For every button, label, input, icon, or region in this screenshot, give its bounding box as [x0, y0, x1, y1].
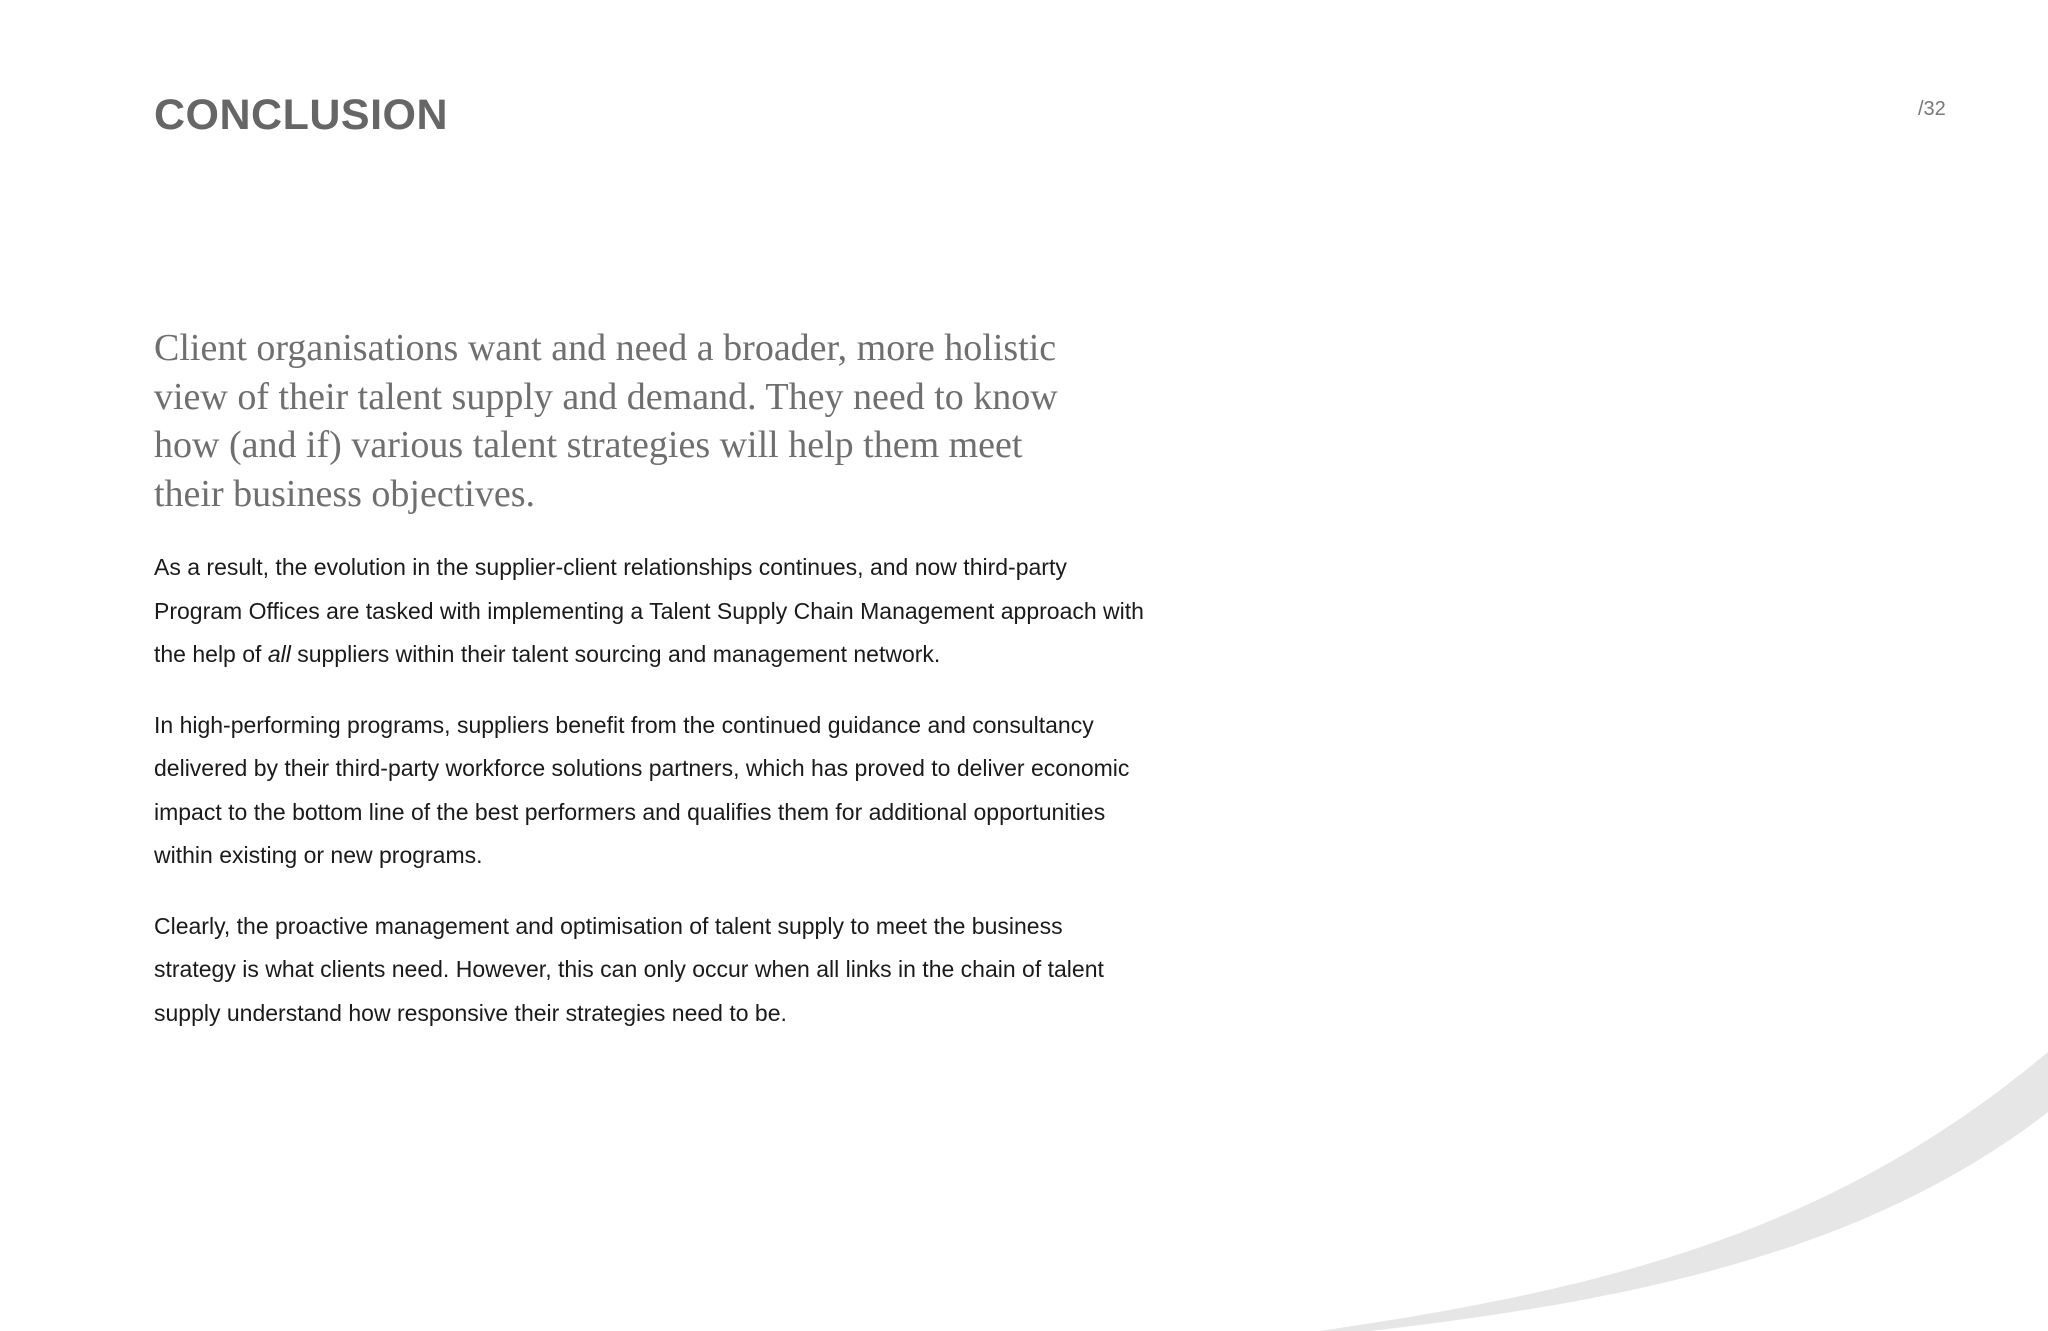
- page-title: CONCLUSION: [154, 91, 449, 139]
- intro-line: their business objectives.: [154, 472, 535, 515]
- paragraph-line: In high-performing programs, suppliers benefit from the continued guidance and consultancy: [154, 711, 1094, 738]
- paragraph-line: within existing or new programs.: [154, 842, 483, 868]
- paragraph-2: [154, 704, 1194, 878]
- paragraph-line: delivered by their third-party workforce solutions partners, which has proved to deliver economic: [154, 755, 1130, 781]
- intro-line: how (and if) various talent strategies will help them meet: [154, 424, 1023, 466]
- paragraph-line: [154, 633, 1194, 677]
- paragraph-line: strategy is what clients need. However, this can only occur when all links in the chain of talent: [154, 956, 1104, 982]
- paragraph-line: impact to the bottom line of the best performers and qualifies them for additional opportunities: [154, 798, 1106, 825]
- paragraph-3: [154, 905, 1194, 1036]
- text-segment: the help of: [154, 641, 268, 667]
- intro-line: view of their talent supply and demand. They need to know: [154, 375, 1058, 418]
- paragraph-line: supply understand how responsive their strategies need to be.: [154, 999, 787, 1026]
- body-text: [154, 546, 1194, 1062]
- paragraph-line: As a result, the evolution in the supplier-client relationships continues, and now third-party: [154, 554, 1067, 580]
- text-segment: suppliers within their talent sourcing and management network.: [290, 641, 941, 667]
- swoosh-shape: [1320, 1052, 2048, 1331]
- intro-line: Client organisations want and need a broader, more holistic: [154, 327, 1057, 369]
- paragraph-line: Program Offices are tasked with implementing a Talent Supply Chain Management approach with: [154, 597, 1144, 624]
- paragraph-1: [154, 546, 1194, 677]
- page-number: /32: [1918, 98, 1946, 120]
- emphasis-text: all: [267, 641, 291, 667]
- intro-statement: [154, 324, 1114, 518]
- paragraph-line: Clearly, the proactive management and optimisation of talent supply to meet the business: [154, 912, 1063, 939]
